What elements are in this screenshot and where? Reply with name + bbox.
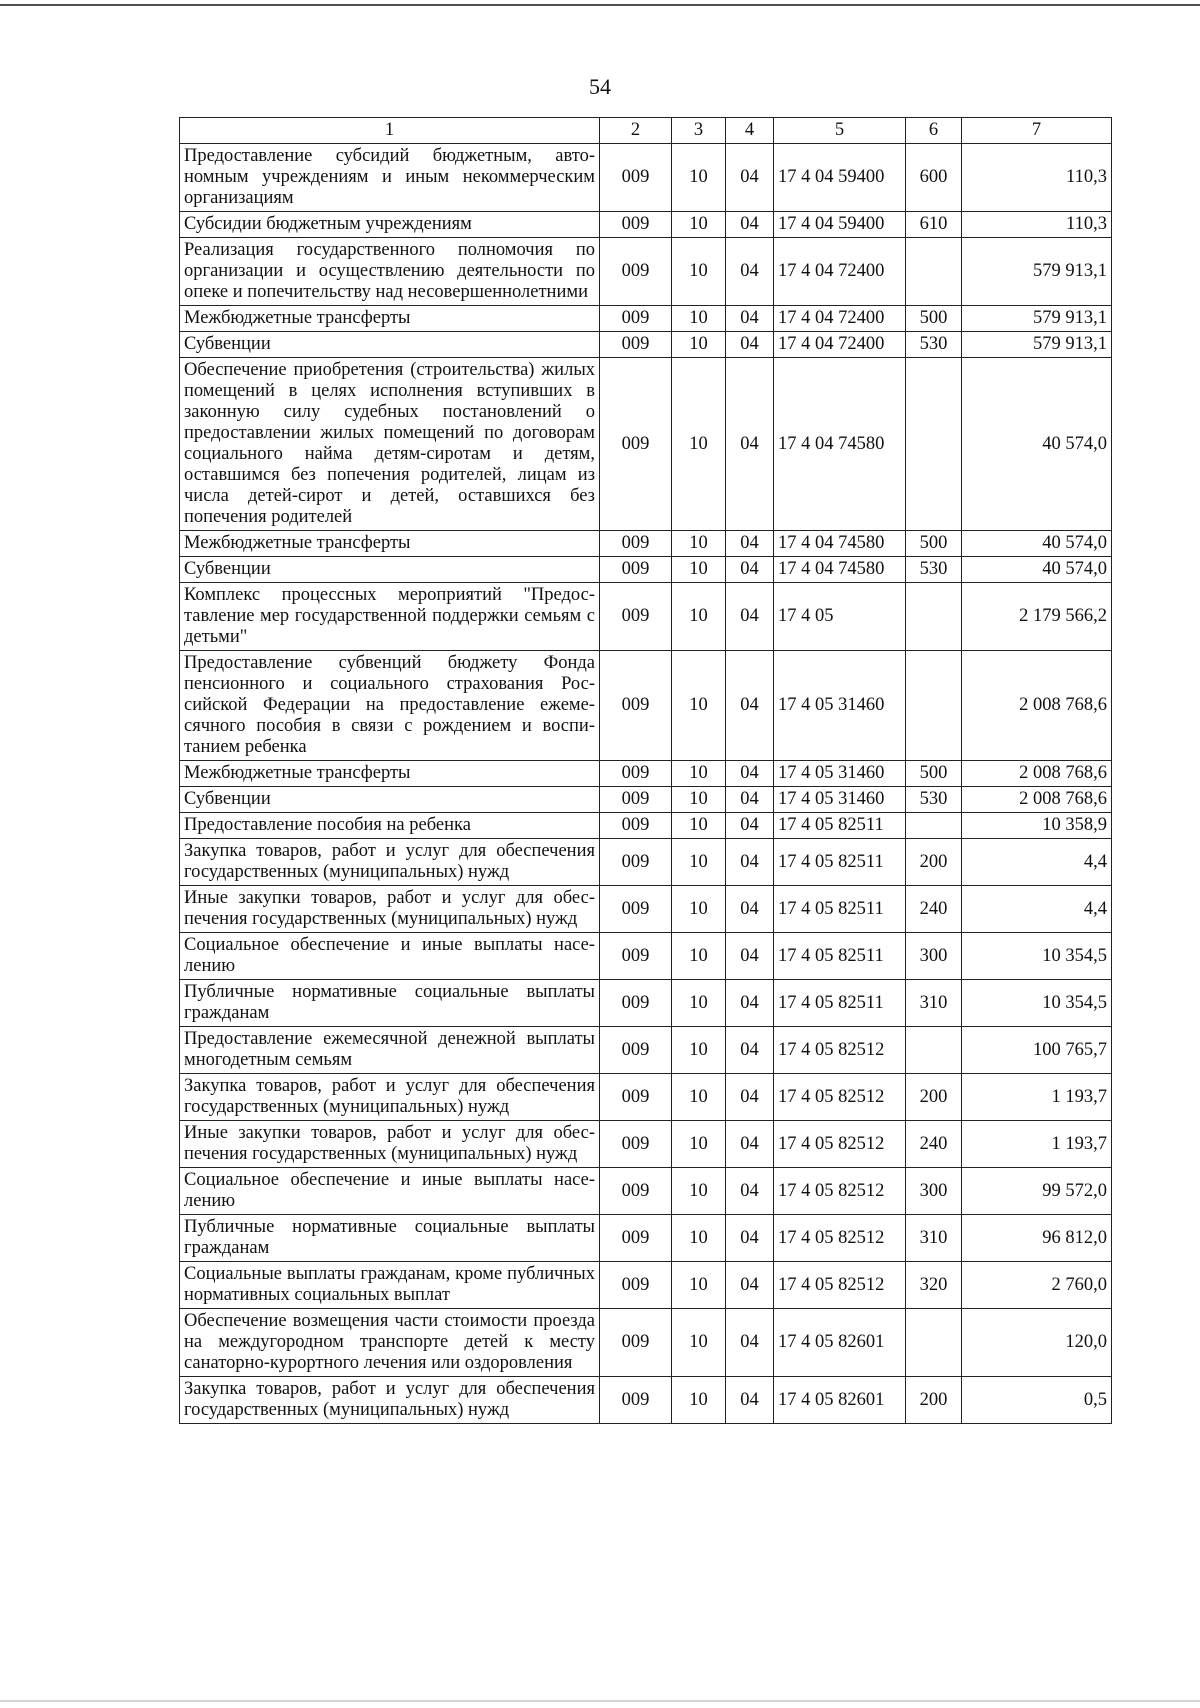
amount-cell: 1 193,7: [962, 1074, 1112, 1121]
expense-type-code-cell: 500: [906, 306, 962, 332]
section-code-cell: 10: [672, 886, 726, 933]
amount-cell: 579 913,1: [962, 332, 1112, 358]
table-row: [180, 238, 1112, 306]
subsection-code-cell: 04: [726, 358, 774, 531]
expense-type-code-cell: [906, 238, 962, 306]
subsection-code-cell: 04: [726, 332, 774, 358]
target-article-code-cell: 17 4 05 31460: [774, 761, 906, 787]
column-header: 1: [180, 118, 600, 144]
row-name-cell: Предоставление пособия на ребенка: [180, 813, 600, 839]
row-name-cell: Социальное обеспечение и иные выплаты населению: [180, 1168, 600, 1215]
target-article-code-cell: 17 4 04 74580: [774, 358, 906, 531]
target-article-code-cell: 17 4 05 82601: [774, 1309, 906, 1377]
section-code-cell: 10: [672, 238, 726, 306]
row-name-cell: Межбюджетные трансферты: [180, 761, 600, 787]
section-code-cell: 10: [672, 531, 726, 557]
section-code-cell: 10: [672, 1215, 726, 1262]
ministry-code-cell: 009: [600, 212, 672, 238]
section-code-cell: 10: [672, 651, 726, 761]
table-body: [180, 144, 1112, 1424]
subsection-code-cell: 04: [726, 1027, 774, 1074]
amount-cell: 10 354,5: [962, 933, 1112, 980]
section-code-cell: 10: [672, 1262, 726, 1309]
table-row: [180, 933, 1112, 980]
table-row: [180, 1215, 1112, 1262]
row-name-cell: Предоставление субсидий бюджетным, автономным учреждениям и иным некоммерческим организациям: [180, 144, 600, 212]
column-header: 4: [726, 118, 774, 144]
subsection-code-cell: 04: [726, 839, 774, 886]
amount-cell: 10 358,9: [962, 813, 1112, 839]
amount-cell: 0,5: [962, 1377, 1112, 1424]
expense-type-code-cell: 310: [906, 1215, 962, 1262]
expense-type-code-cell: 300: [906, 1168, 962, 1215]
expense-type-code-cell: [906, 1027, 962, 1074]
scan-edge-top: [0, 4, 1200, 6]
subsection-code-cell: 04: [726, 212, 774, 238]
section-code-cell: 10: [672, 358, 726, 531]
row-name-cell: Социальные выплаты гражданам, кроме публичных нормативных социальных выплат: [180, 1262, 600, 1309]
expense-type-code-cell: 530: [906, 332, 962, 358]
amount-cell: 4,4: [962, 839, 1112, 886]
table-row: [180, 306, 1112, 332]
table-row: [180, 531, 1112, 557]
row-name-cell: Закупка товаров, работ и услуг для обеспечения государственных (муниципальных) нужд: [180, 839, 600, 886]
section-code-cell: 10: [672, 839, 726, 886]
ministry-code-cell: 009: [600, 839, 672, 886]
ministry-code-cell: 009: [600, 306, 672, 332]
subsection-code-cell: 04: [726, 813, 774, 839]
expense-type-code-cell: 530: [906, 557, 962, 583]
ministry-code-cell: 009: [600, 761, 672, 787]
row-name-cell: Закупка товаров, работ и услуг для обеспечения государственных (муниципальных) нужд: [180, 1377, 600, 1424]
expense-type-code-cell: [906, 358, 962, 531]
expense-type-code-cell: 610: [906, 212, 962, 238]
table-row: [180, 358, 1112, 531]
amount-cell: 2 760,0: [962, 1262, 1112, 1309]
amount-cell: 2 008 768,6: [962, 787, 1112, 813]
scan-edge-bottom: [0, 1700, 1200, 1702]
target-article-code-cell: 17 4 05 31460: [774, 787, 906, 813]
row-name-cell: Реализация государственного полномочия по организации и осуществлению деятельности по опеке и попечительству над несовершеннолетними: [180, 238, 600, 306]
section-code-cell: 10: [672, 1309, 726, 1377]
table-row: [180, 813, 1112, 839]
target-article-code-cell: 17 4 05 31460: [774, 651, 906, 761]
amount-cell: 2 179 566,2: [962, 583, 1112, 651]
target-article-code-cell: 17 4 05 82601: [774, 1377, 906, 1424]
subsection-code-cell: 04: [726, 761, 774, 787]
subsection-code-cell: 04: [726, 144, 774, 212]
column-header: 2: [600, 118, 672, 144]
target-article-code-cell: 17 4 05 82511: [774, 980, 906, 1027]
subsection-code-cell: 04: [726, 1121, 774, 1168]
amount-cell: 110,3: [962, 212, 1112, 238]
row-name-cell: Субсидии бюджетным учреждениям: [180, 212, 600, 238]
row-name-cell: Закупка товаров, работ и услуг для обеспечения государственных (муниципальных) нужд: [180, 1074, 600, 1121]
table-row: [180, 583, 1112, 651]
table-row: [180, 212, 1112, 238]
target-article-code-cell: 17 4 05 82511: [774, 839, 906, 886]
target-article-code-cell: 17 4 04 59400: [774, 212, 906, 238]
section-code-cell: 10: [672, 1377, 726, 1424]
row-name-cell: Обеспечение возмещения части стоимости проезда на междугородном транспорте детей к месту санаторно-курортного лечения или оздоровления: [180, 1309, 600, 1377]
ministry-code-cell: 009: [600, 787, 672, 813]
ministry-code-cell: 009: [600, 1168, 672, 1215]
section-code-cell: 10: [672, 332, 726, 358]
ministry-code-cell: 009: [600, 1262, 672, 1309]
amount-cell: 99 572,0: [962, 1168, 1112, 1215]
section-code-cell: 10: [672, 1074, 726, 1121]
table-row: [180, 1074, 1112, 1121]
ministry-code-cell: 009: [600, 813, 672, 839]
subsection-code-cell: 04: [726, 886, 774, 933]
row-name-cell: Публичные нормативные социальные выплаты гражданам: [180, 1215, 600, 1262]
column-header: 5: [774, 118, 906, 144]
table-header-row: [180, 118, 1112, 144]
ministry-code-cell: 009: [600, 1074, 672, 1121]
amount-cell: 40 574,0: [962, 358, 1112, 531]
expense-type-code-cell: 320: [906, 1262, 962, 1309]
subsection-code-cell: 04: [726, 980, 774, 1027]
subsection-code-cell: 04: [726, 933, 774, 980]
expense-type-code-cell: 240: [906, 1121, 962, 1168]
row-name-cell: Межбюджетные трансферты: [180, 306, 600, 332]
table-row: [180, 1027, 1112, 1074]
ministry-code-cell: 009: [600, 557, 672, 583]
subsection-code-cell: 04: [726, 1074, 774, 1121]
table-row: [180, 1168, 1112, 1215]
ministry-code-cell: 009: [600, 238, 672, 306]
table-row: [180, 332, 1112, 358]
ministry-code-cell: 009: [600, 1121, 672, 1168]
amount-cell: 579 913,1: [962, 238, 1112, 306]
amount-cell: 1 193,7: [962, 1121, 1112, 1168]
subsection-code-cell: 04: [726, 306, 774, 332]
expense-type-code-cell: 200: [906, 1377, 962, 1424]
row-name-cell: Предоставление субвенций бюджету Фонда пенсионного и социального страхования Российской Федерации на предоставление ежемесячного пособия в связи с рождением и воспитанием ребенка: [180, 651, 600, 761]
target-article-code-cell: 17 4 05 82512: [774, 1262, 906, 1309]
row-name-cell: Комплекс процессных мероприятий "Предоставление мер государственной поддержки семьям с детьми": [180, 583, 600, 651]
ministry-code-cell: 009: [600, 1215, 672, 1262]
target-article-code-cell: 17 4 04 74580: [774, 557, 906, 583]
table-row: [180, 1309, 1112, 1377]
table-row: [180, 1121, 1112, 1168]
table-row: [180, 839, 1112, 886]
table-row: [180, 144, 1112, 212]
amount-cell: 579 913,1: [962, 306, 1112, 332]
target-article-code-cell: 17 4 05 82512: [774, 1215, 906, 1262]
subsection-code-cell: 04: [726, 531, 774, 557]
subsection-code-cell: 04: [726, 1377, 774, 1424]
budget-table: [179, 117, 1112, 1424]
expense-type-code-cell: [906, 583, 962, 651]
amount-cell: 110,3: [962, 144, 1112, 212]
section-code-cell: 10: [672, 787, 726, 813]
target-article-code-cell: 17 4 05 82512: [774, 1074, 906, 1121]
target-article-code-cell: 17 4 05: [774, 583, 906, 651]
amount-cell: 40 574,0: [962, 557, 1112, 583]
subsection-code-cell: 04: [726, 1168, 774, 1215]
amount-cell: 2 008 768,6: [962, 651, 1112, 761]
row-name-cell: Иные закупки товаров, работ и услуг для обеспечения государственных (муниципальных) нужд: [180, 1121, 600, 1168]
section-code-cell: 10: [672, 1121, 726, 1168]
ministry-code-cell: 009: [600, 1377, 672, 1424]
ministry-code-cell: 009: [600, 1309, 672, 1377]
table-row: [180, 1377, 1112, 1424]
expense-type-code-cell: 530: [906, 787, 962, 813]
section-code-cell: 10: [672, 1027, 726, 1074]
column-header: 3: [672, 118, 726, 144]
ministry-code-cell: 009: [600, 144, 672, 212]
section-code-cell: 10: [672, 212, 726, 238]
ministry-code-cell: 009: [600, 886, 672, 933]
section-code-cell: 10: [672, 1168, 726, 1215]
row-name-cell: Публичные нормативные социальные выплаты гражданам: [180, 980, 600, 1027]
subsection-code-cell: 04: [726, 1215, 774, 1262]
amount-cell: 100 765,7: [962, 1027, 1112, 1074]
target-article-code-cell: 17 4 05 82511: [774, 813, 906, 839]
row-name-cell: Предоставление ежемесячной денежной выплаты многодетным семьям: [180, 1027, 600, 1074]
target-article-code-cell: 17 4 04 74580: [774, 531, 906, 557]
ministry-code-cell: 009: [600, 358, 672, 531]
section-code-cell: 10: [672, 761, 726, 787]
subsection-code-cell: 04: [726, 651, 774, 761]
ministry-code-cell: 009: [600, 531, 672, 557]
table-row: [180, 886, 1112, 933]
target-article-code-cell: 17 4 05 82512: [774, 1027, 906, 1074]
section-code-cell: 10: [672, 144, 726, 212]
target-article-code-cell: 17 4 04 72400: [774, 306, 906, 332]
expense-type-code-cell: [906, 651, 962, 761]
target-article-code-cell: 17 4 04 72400: [774, 332, 906, 358]
subsection-code-cell: 04: [726, 583, 774, 651]
row-name-cell: Межбюджетные трансферты: [180, 531, 600, 557]
expense-type-code-cell: 200: [906, 1074, 962, 1121]
ministry-code-cell: 009: [600, 332, 672, 358]
row-name-cell: Социальное обеспечение и иные выплаты населению: [180, 933, 600, 980]
ministry-code-cell: 009: [600, 933, 672, 980]
expense-type-code-cell: 200: [906, 839, 962, 886]
target-article-code-cell: 17 4 04 72400: [774, 238, 906, 306]
section-code-cell: 10: [672, 557, 726, 583]
section-code-cell: 10: [672, 583, 726, 651]
table-row: [180, 980, 1112, 1027]
row-name-cell: Субвенции: [180, 332, 600, 358]
section-code-cell: 10: [672, 306, 726, 332]
row-name-cell: Субвенции: [180, 557, 600, 583]
section-code-cell: 10: [672, 980, 726, 1027]
target-article-code-cell: 17 4 05 82512: [774, 1168, 906, 1215]
expense-type-code-cell: 300: [906, 933, 962, 980]
column-header: 7: [962, 118, 1112, 144]
expense-type-code-cell: 500: [906, 761, 962, 787]
expense-type-code-cell: 240: [906, 886, 962, 933]
expense-type-code-cell: [906, 1309, 962, 1377]
amount-cell: 96 812,0: [962, 1215, 1112, 1262]
target-article-code-cell: 17 4 05 82511: [774, 933, 906, 980]
section-code-cell: 10: [672, 813, 726, 839]
expense-type-code-cell: 310: [906, 980, 962, 1027]
amount-cell: 120,0: [962, 1309, 1112, 1377]
subsection-code-cell: 04: [726, 557, 774, 583]
ministry-code-cell: 009: [600, 980, 672, 1027]
expense-type-code-cell: [906, 813, 962, 839]
ministry-code-cell: 009: [600, 583, 672, 651]
section-code-cell: 10: [672, 933, 726, 980]
table-row: [180, 787, 1112, 813]
target-article-code-cell: 17 4 05 82512: [774, 1121, 906, 1168]
subsection-code-cell: 04: [726, 1262, 774, 1309]
amount-cell: 2 008 768,6: [962, 761, 1112, 787]
page-number: 54: [589, 74, 611, 99]
table-row: [180, 557, 1112, 583]
expense-type-code-cell: 600: [906, 144, 962, 212]
row-name-cell: Иные закупки товаров, работ и услуг для обеспечения государственных (муниципальных) нужд: [180, 886, 600, 933]
ministry-code-cell: 009: [600, 1027, 672, 1074]
subsection-code-cell: 04: [726, 1309, 774, 1377]
table-row: [180, 1262, 1112, 1309]
table-row: [180, 761, 1112, 787]
subsection-code-cell: 04: [726, 238, 774, 306]
amount-cell: 4,4: [962, 886, 1112, 933]
row-name-cell: Обеспечение приобретения (строительства) жилых помещений в целях исполнения вступивших в законную силу судебных постановлений о предоставлении жилых помещений по договорам социального найма детям-сиротам и детям, оставшимся без попечения родителей, лицам из числа детей-сирот и детей, оставшихся без попечения родителей: [180, 358, 600, 531]
expense-type-code-cell: 500: [906, 531, 962, 557]
row-name-cell: Субвенции: [180, 787, 600, 813]
amount-cell: 10 354,5: [962, 980, 1112, 1027]
table-row: [180, 651, 1112, 761]
target-article-code-cell: 17 4 05 82511: [774, 886, 906, 933]
subsection-code-cell: 04: [726, 787, 774, 813]
amount-cell: 40 574,0: [962, 531, 1112, 557]
column-header: 6: [906, 118, 962, 144]
ministry-code-cell: 009: [600, 651, 672, 761]
target-article-code-cell: 17 4 04 59400: [774, 144, 906, 212]
